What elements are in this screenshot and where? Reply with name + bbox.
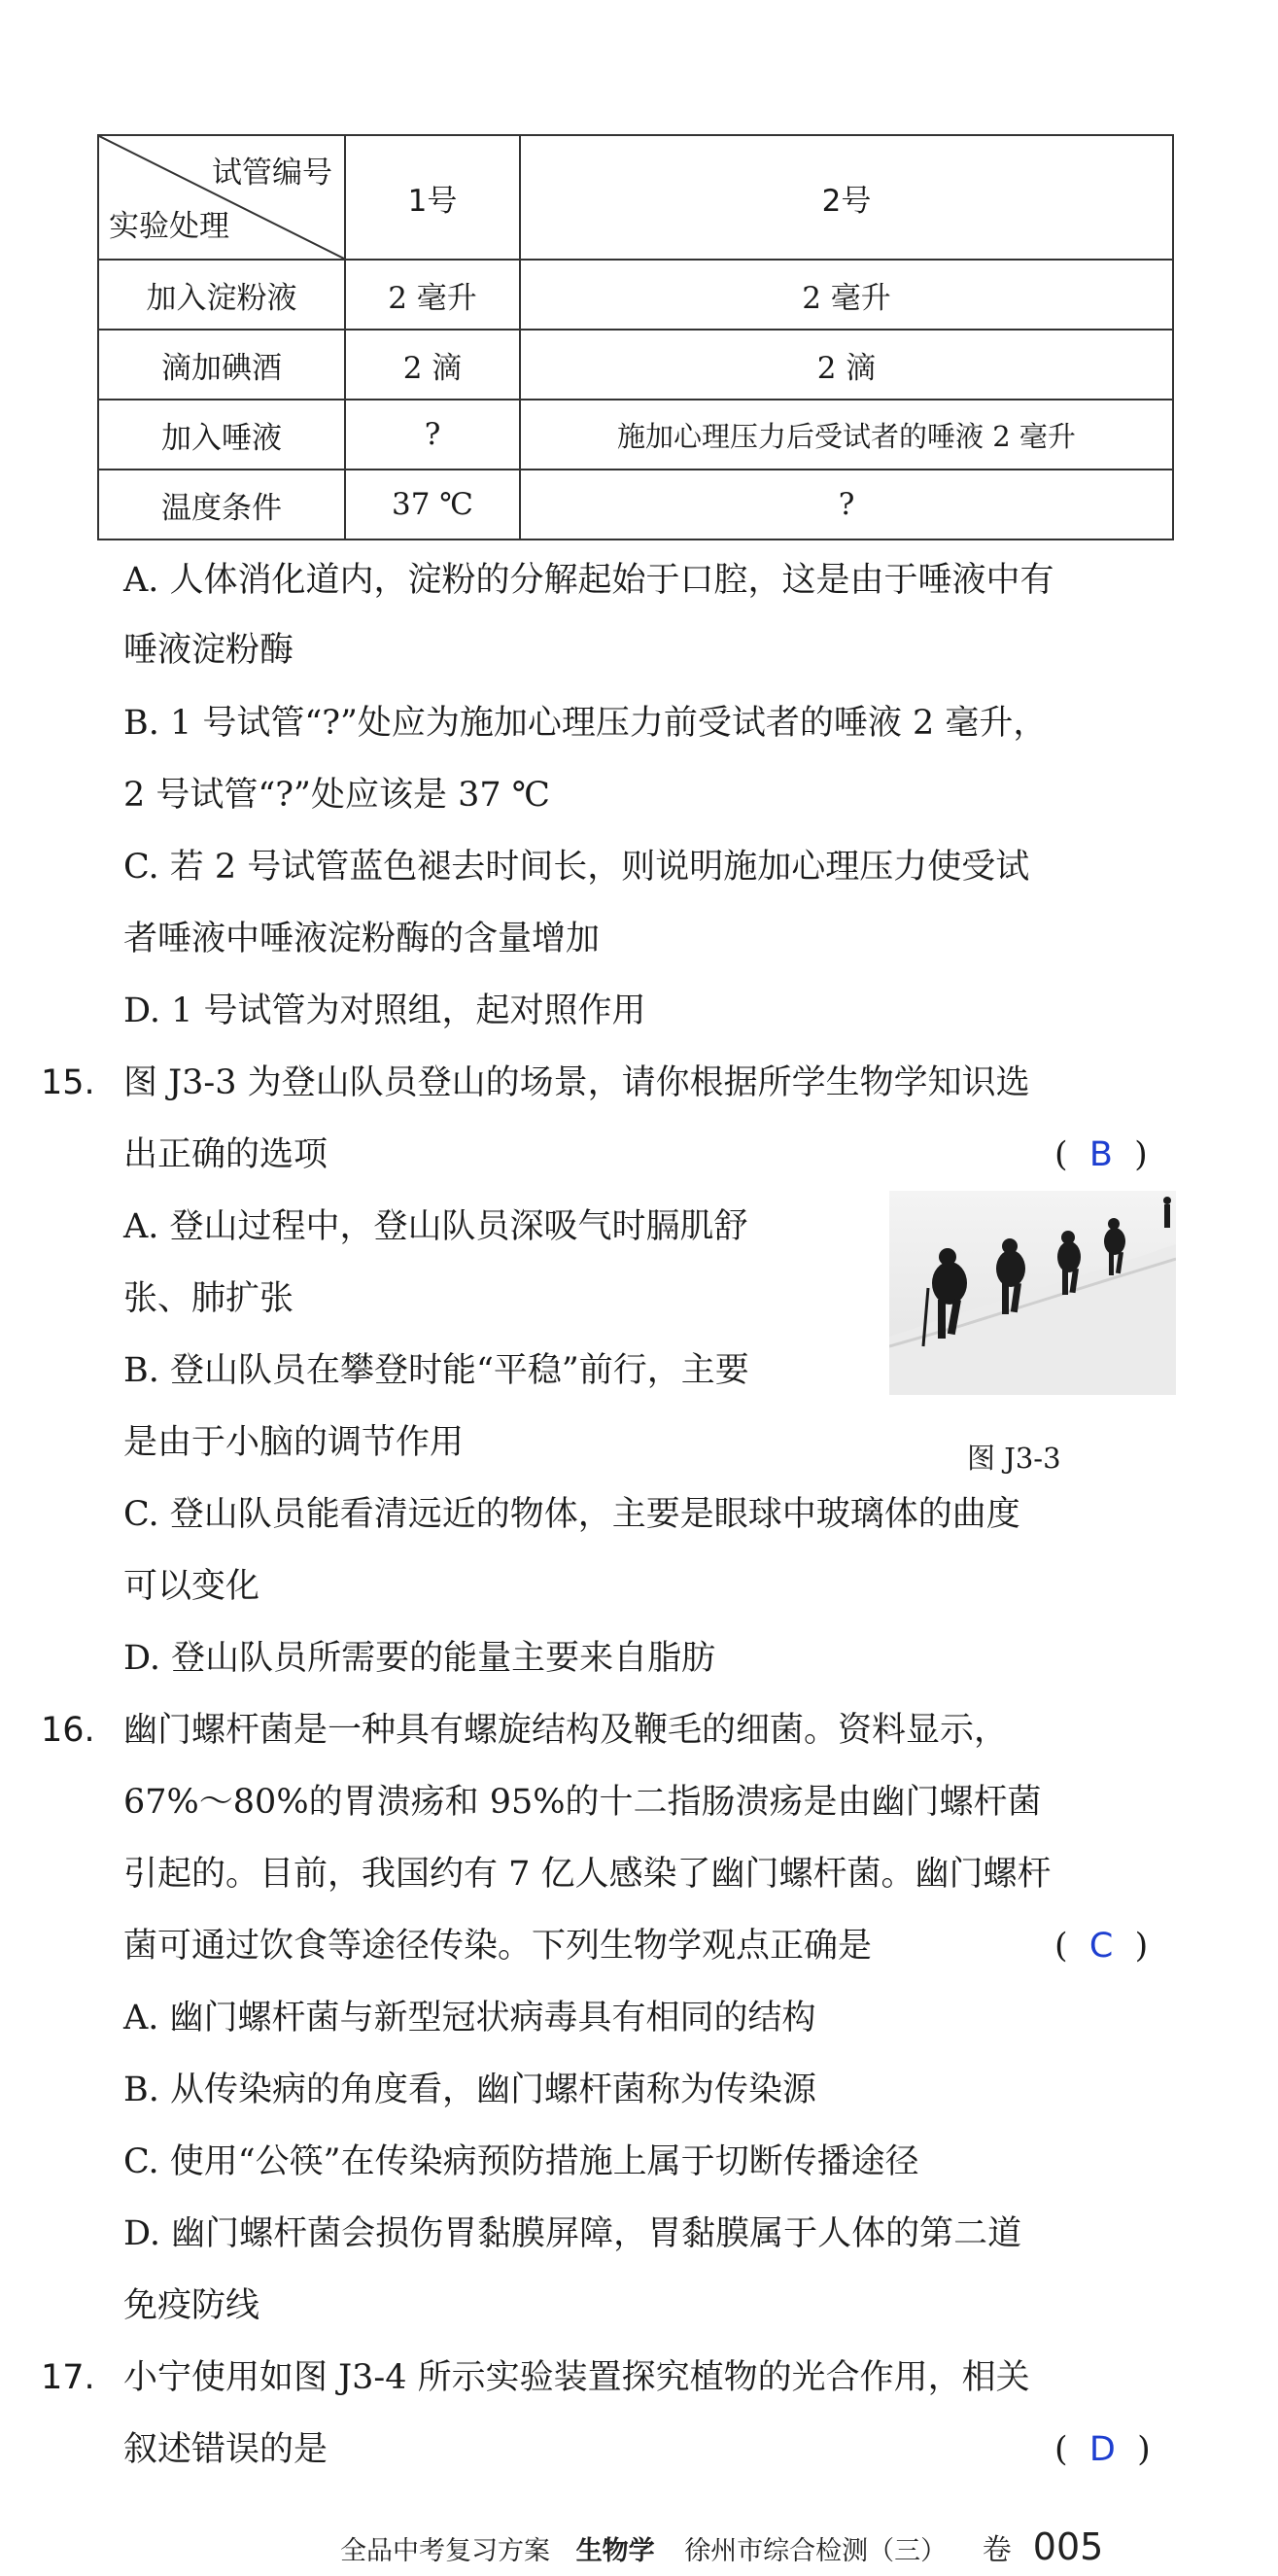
- q15-option-a: A. 登山过程中，登山队员深吸气时膈肌舒: [123, 1207, 748, 1246]
- q16-option-b: B. 从传染病的角度看，幽门螺杆菌称为传染源: [123, 2071, 816, 2109]
- footer-subject: 生物学: [575, 2536, 655, 2566]
- cell-tube-1: ?: [345, 400, 520, 470]
- footer-volume-label: 卷: [982, 2533, 1012, 2567]
- q15-option-b: B. 登山队员在攀登时能“平稳”前行，主要: [123, 1351, 749, 1390]
- q15-option-b-cont: 是由于小脑的调节作用: [123, 1423, 465, 1462]
- q17-stem: 小宁使用如图 J3-4 所示实验装置探究植物的光合作用，相关: [123, 2358, 1030, 2397]
- col-header-tube-2: 2号: [520, 135, 1173, 260]
- cell-tube-1: 2 毫升: [345, 260, 520, 330]
- q16-option-a: A. 幽门螺杆菌与新型冠状病毒具有相同的结构: [123, 1999, 816, 2037]
- q16-stem-line-3: 引起的。目前，我国约有 7 亿人感染了幽门螺杆菌。幽门螺杆: [123, 1855, 1052, 1894]
- q14-option-a-cont: 唾液淀粉酶: [123, 631, 294, 670]
- q14-option-d: D. 1 号试管为对照组，起对照作用: [123, 992, 646, 1030]
- col-header-tube-1: 1号: [345, 135, 520, 260]
- q16-stem-line-1: 幽门螺杆菌是一种具有螺旋结构及鞭毛的细菌。资料显示，: [123, 1711, 1009, 1750]
- table-row: [98, 470, 1173, 540]
- row-label: 加入唾液: [98, 400, 345, 470]
- header-treatment: 实验处理: [109, 209, 229, 244]
- page-footer: [340, 2525, 1103, 2568]
- q16-option-d-cont: 免疫防线: [123, 2286, 260, 2325]
- q16-answer: ( C ): [1054, 1927, 1149, 1966]
- cell-tube-2: 施加心理压力后受试者的唾液 2 毫升: [520, 400, 1173, 470]
- cell-tube-2: 2 毫升: [520, 260, 1173, 330]
- table-row: [98, 330, 1173, 400]
- q14-option-b-cont: 2 号试管“?”处应该是 37 ℃: [123, 776, 550, 815]
- q16-stem-line-2: 67%～80%的胃溃疡和 95%的十二指肠溃疡是由幽门螺杆菌: [123, 1783, 1042, 1822]
- cell-tube-2: 2 滴: [520, 330, 1173, 400]
- footer-exam-name: 徐州市综合检测（三）: [684, 2536, 948, 2566]
- q15-option-a-cont: 张、肺扩张: [123, 1279, 294, 1318]
- row-label: 温度条件: [98, 470, 345, 540]
- q15-option-d: D. 登山队员所需要的能量主要来自脂肪: [123, 1639, 716, 1678]
- q15-stem: 图 J3-3 为登山队员登山的场景，请你根据所学生物学知识选: [123, 1063, 1030, 1102]
- q16-stem-line-4: 菌可通过饮食等途径传染。下列生物学观点正确是: [123, 1927, 873, 1966]
- row-label: 加入淀粉液: [98, 260, 345, 330]
- row-label: 滴加碘酒: [98, 330, 345, 400]
- cell-tube-1: 2 滴: [345, 330, 520, 400]
- q16-option-c: C. 使用“公筷”在传染病预防措施上属于切断传播途径: [123, 2142, 919, 2181]
- q15-number: 15.: [41, 1063, 95, 1102]
- q15-answer-letter: B: [1088, 1135, 1113, 1174]
- q15-option-c-cont: 可以变化: [123, 1567, 260, 1606]
- q15-option-c: C. 登山队员能看清远近的物体，主要是眼球中玻璃体的曲度: [123, 1495, 1020, 1534]
- q14-option-b: B. 1 号试管“?”处应为施加心理压力前受试者的唾液 2 毫升，: [123, 704, 1048, 743]
- diagonal-header-cell: [98, 135, 345, 260]
- page-number: 005: [1032, 2525, 1104, 2568]
- q14-option-c-cont: 者唾液中唾液淀粉酶的含量增加: [123, 920, 601, 958]
- climbers-photo: [889, 1191, 1176, 1395]
- cell-tube-2: ?: [520, 470, 1173, 540]
- q17-stem-cont: 叙述错误的是: [123, 2430, 328, 2469]
- figure-caption: 图 J3-3: [967, 1442, 1061, 1475]
- table-row: [98, 260, 1173, 330]
- q16-option-d: D. 幽门螺杆菌会损伤胃黏膜屏障，胃黏膜属于人体的第二道: [123, 2214, 1022, 2253]
- q16-number: 16.: [41, 1711, 95, 1750]
- q15-answer: ( B ): [1054, 1135, 1148, 1174]
- q14-option-a: A. 人体消化道内，淀粉的分解起始于口腔，这是由于唾液中有: [123, 561, 1054, 600]
- table-row: [98, 400, 1173, 470]
- q15-stem-cont: 出正确的选项: [123, 1135, 328, 1174]
- q17-answer-letter: D: [1088, 2430, 1116, 2469]
- table-header-row: [98, 135, 1173, 260]
- q17-number: 17.: [41, 2358, 95, 2397]
- header-tube-number: 试管编号: [212, 156, 332, 191]
- experiment-table: [97, 134, 1174, 540]
- cell-tube-1: 37 ℃: [345, 470, 520, 540]
- footer-book-title: 全品中考复习方案: [340, 2536, 550, 2566]
- q16-answer-letter: C: [1088, 1927, 1114, 1966]
- q14-option-c: C. 若 2 号试管蓝色褪去时间长，则说明施加心理压力使受试: [123, 848, 1030, 887]
- q17-answer: ( D ): [1054, 2430, 1151, 2469]
